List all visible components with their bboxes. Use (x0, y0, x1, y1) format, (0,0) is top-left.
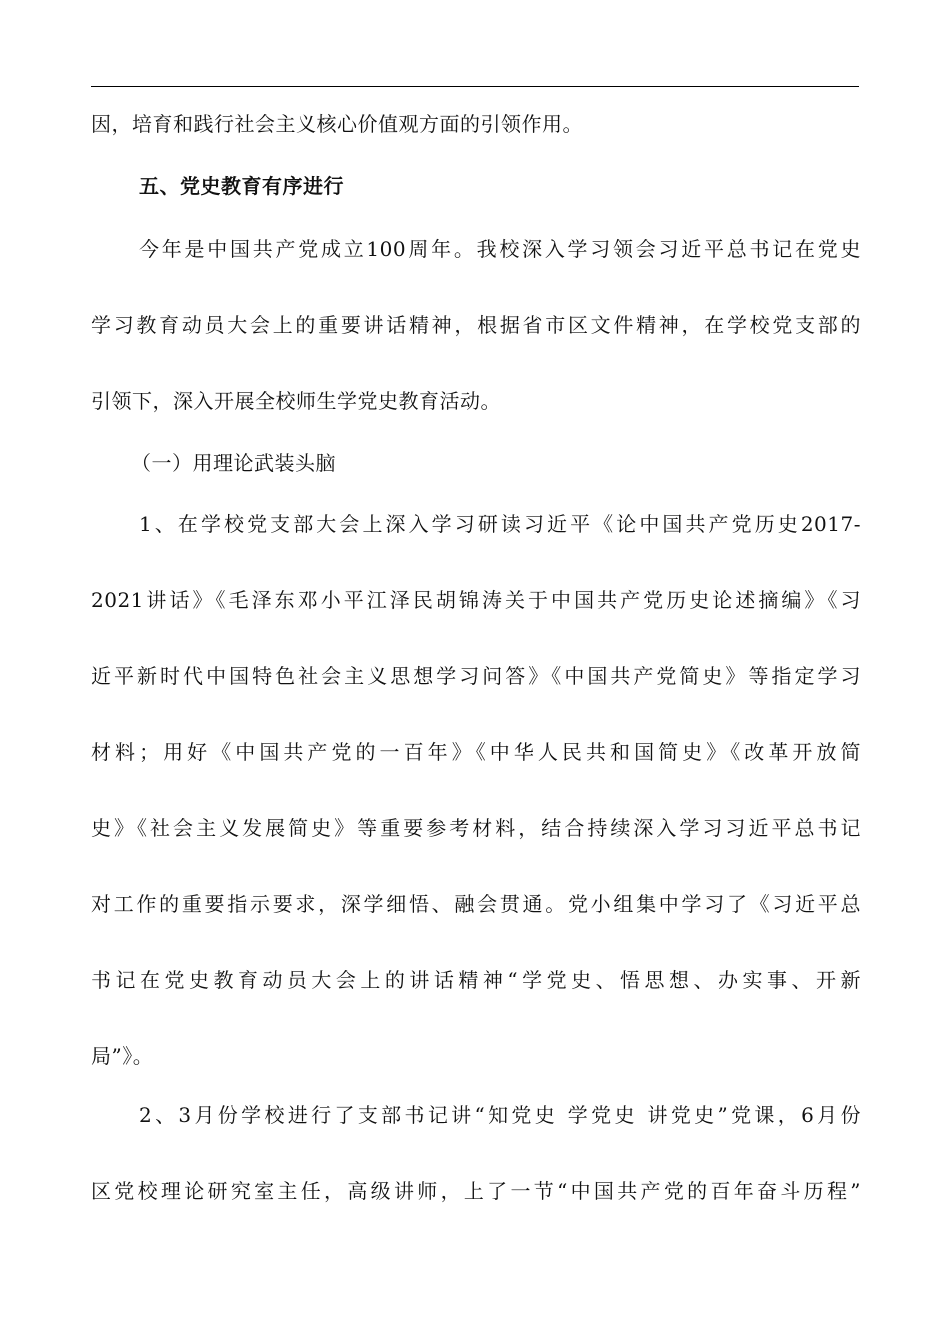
text-line: 区党校理论研究室主任，高级讲师，上了一节“中国共产党的百年奋斗历程” (91, 1179, 861, 1203)
text-line: 引领下，深入开展全校师生学党史教育活动。 (91, 389, 501, 413)
text-line: 对工作的重要指示要求，深学细悟、融会贯通。党小组集中学习了《习近平总 (91, 892, 861, 916)
text-line: 2021讲话》《毛泽东邓小平江泽民胡锦涛关于中国共产党历史论述摘编》《习 (91, 588, 861, 612)
text-line: 史》《社会主义发展简史》等重要参考材料，结合持续深入学习习近平总书记 (91, 816, 861, 840)
text-line: 材料；用好《中国共产党的一百年》《中华人民共和国简史》《改革开放简 (91, 740, 861, 764)
subsection-heading: （一）用理论武装头脑 (131, 451, 336, 475)
text-line: 局”》。 (91, 1044, 154, 1068)
section-heading: 五、党史教育有序进行 (139, 174, 344, 198)
text-line: 1、在学校党支部大会上深入学习研读习近平《论中国共产党历史2017- (139, 512, 861, 536)
text-line: 因，培育和践行社会主义核心价值观方面的引领作用。 (91, 112, 583, 136)
text-line: 近平新时代中国特色社会主义思想学习问答》《中国共产党简史》等指定学习 (91, 664, 861, 688)
text-line: 学习教育动员大会上的重要讲话精神，根据省市区文件精神，在学校党支部的 (91, 313, 861, 337)
header-rule (91, 86, 859, 87)
text-line: 2、3月份学校进行了支部书记讲“知党史 学党史 讲党史”党课，6月份 (139, 1103, 861, 1127)
text-line: 今年是中国共产党成立100周年。我校深入学习领会习近平总书记在党史 (139, 237, 861, 261)
text-line: 书记在党史教育动员大会上的讲话精神“学党史、悟思想、办实事、开新 (91, 968, 861, 992)
